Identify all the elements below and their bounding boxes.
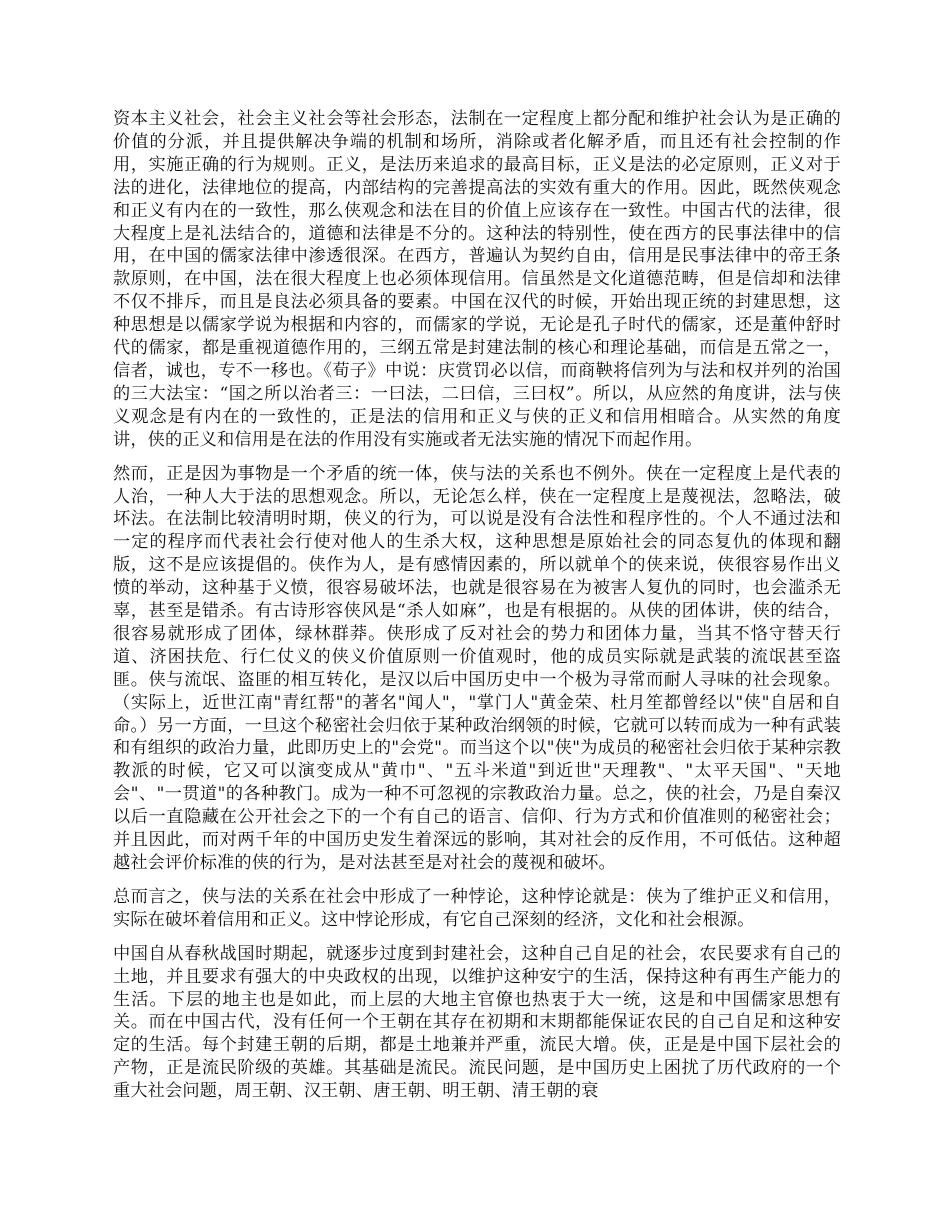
document-page (113, 108, 841, 1114)
paragraph-1: 资本主义社会，社会主义社会等社会形态，法制在一定程度上都分配和维护社会认为是正确的价值的分派，并且提供解决争端的机制和场所，消除或者化解矛盾，而且还有社会控制的作用，实施正确的行为规则。正义，是法历来追求的最高目标，正义是法的必定原则，正义对于法的进化，法律地位的提高，内部结构的完善提高法的实效有重大的作用。因此，既然侠观念和正义有内在的一致性，那么侠观念和法在目的价值上应该存在一致性。中国古代的法律，很大程度上是礼法结合的，道德和法律是不分的。这种法的特别性，使在西方的民事法律中的信用，在中国的儒家法律中渗透很深。在西方，普遍认为契约自由，信用是民事法律中的帝王条款原则，在中国，法在很大程度上也必须体现信用。信虽然是文化道德范畴，但是信却和法律不仅不排斥，而且是良法必须具备的要素。中国在汉代的时候，开始出现正统的封建思想，这种思想是以儒家学说为根据和内容的，而儒家的学说，无论是孔子时代的儒家，还是董仲舒时代的儒家，都是重视道德作用的，三纲五常是封建法制的核心和理论基础，而信是五常之一，信者，诚也，专不一移也。《荀子》中说：庆赏罚必以信，而商鞅将信列为与法和权并列的治国的三大法宝：“国之所以治者三：一曰法，二曰信，三曰权”。所以，从应然的角度讲，法与侠义观念是有内在的一致性的，正是法的信用和正义与侠的正义和信用相暗合。从实然的角度讲，侠的正义和信用是在法的作用没有实施或者无法实施的情况下而起作用。 (113, 109, 841, 450)
paragraph-3: 总而言之，侠与法的关系在社会中形成了一种悖论，这种悖论就是：侠为了维护正义和信用，实际在破坏着信用和正义。这中悖论形成，有它自己深刻的经济，文化和社会根源。 (113, 886, 841, 930)
paragraph-2: 然而，正是因为事物是一个矛盾的统一体，侠与法的关系也不例外。侠在一定程度上是代表的人治，一种人大于法的思想观念。所以，无论怎么样，侠在一定程度上是蔑视法，忽略法，破坏法。在法制比较清明时期，侠义的行为，可以说是没有合法性和程序性的。个人不通过法和一定的程序而代表社会行使对他人的生杀大权，这种思想是原始社会的同态复仇的体现和翻版，这不是应该提倡的。侠作为人，是有感情因素的，所以就单个的侠来说，侠很容易作出义愤的举动，这种基于义愤，很容易破坏法，也就是很容易在为被害人复仇的同时，也会滥杀无辜，甚至是错杀。有古诗形容侠风是“杀人如麻”，也是有根据的。从侠的团体讲，侠的结合，很容易就形成了团体，绿林群莽。侠形成了反对社会的势力和团体力量，当其不恪守替天行道、济困扶危、行仁仗义的侠义价值原则一价值观时，他的成员实际就是武装的流氓甚至盗匪。侠与流氓、盗匪的相互转化，是汉以后中国历史中一个极为寻常而耐人寻味的社会现象。（实际上，近世江南"青红帮"的著名"闻人"，"掌门人"黄金荣、杜月笙都曾经以"侠"自居和自命。）另一方面，一旦这个秘密社会归依于某种政治纲领的时候，它就可以转而成为一种有武装和有组织的政治力量，此即历史上的"会党"。而当这个以"侠"为成员的秘密社会归依于某种宗教教派的时候，它又可以演变成从"黄巾"、"五斗米道"到近世"天理教"、"太平天国"、"天地会"、"一贯道"的各种教门。成为一种不可忽视的宗教政治力量。总之，侠的社会，乃是自秦汉以后一直隐藏在公开社会之下的一个有自己的语言、信仰、行为方式和价值准则的秘密社会；并且因此，而对两千年的中国历史发生着深远的影响，其对社会的反作用，不可低估。这种超越社会评价标准的侠的行为，是对法甚至是对社会的蔑视和破坏。 (113, 463, 841, 873)
paragraph-4: 中国自从春秋战国时期起，就逐步过度到封建社会，这种自己自足的社会，农民要求有自己的土地，并且要求有强大的中央政权的出现，以维护这种安宁的生活，保持这种有再生产能力的生活。下层的地主也是如此，而上层的大地主官僚也热衷于大一统，这是和中国儒家思想有关。而在中国古代，没有任何一个王朝在其存在初期和末期都能保证农民的自己自足和这种安定的生活。每个封建王朝的后期，都是土地兼并严重，流民大增。侠，正是是中国下层社会的产物，正是流民阶级的英雄。其基础是流民。流民问题，是中国历史上困扰了历代政府的一个重大社会问题，周王朝、汉王朝、唐王朝、明王朝、清王朝的衰 (113, 943, 841, 1102)
